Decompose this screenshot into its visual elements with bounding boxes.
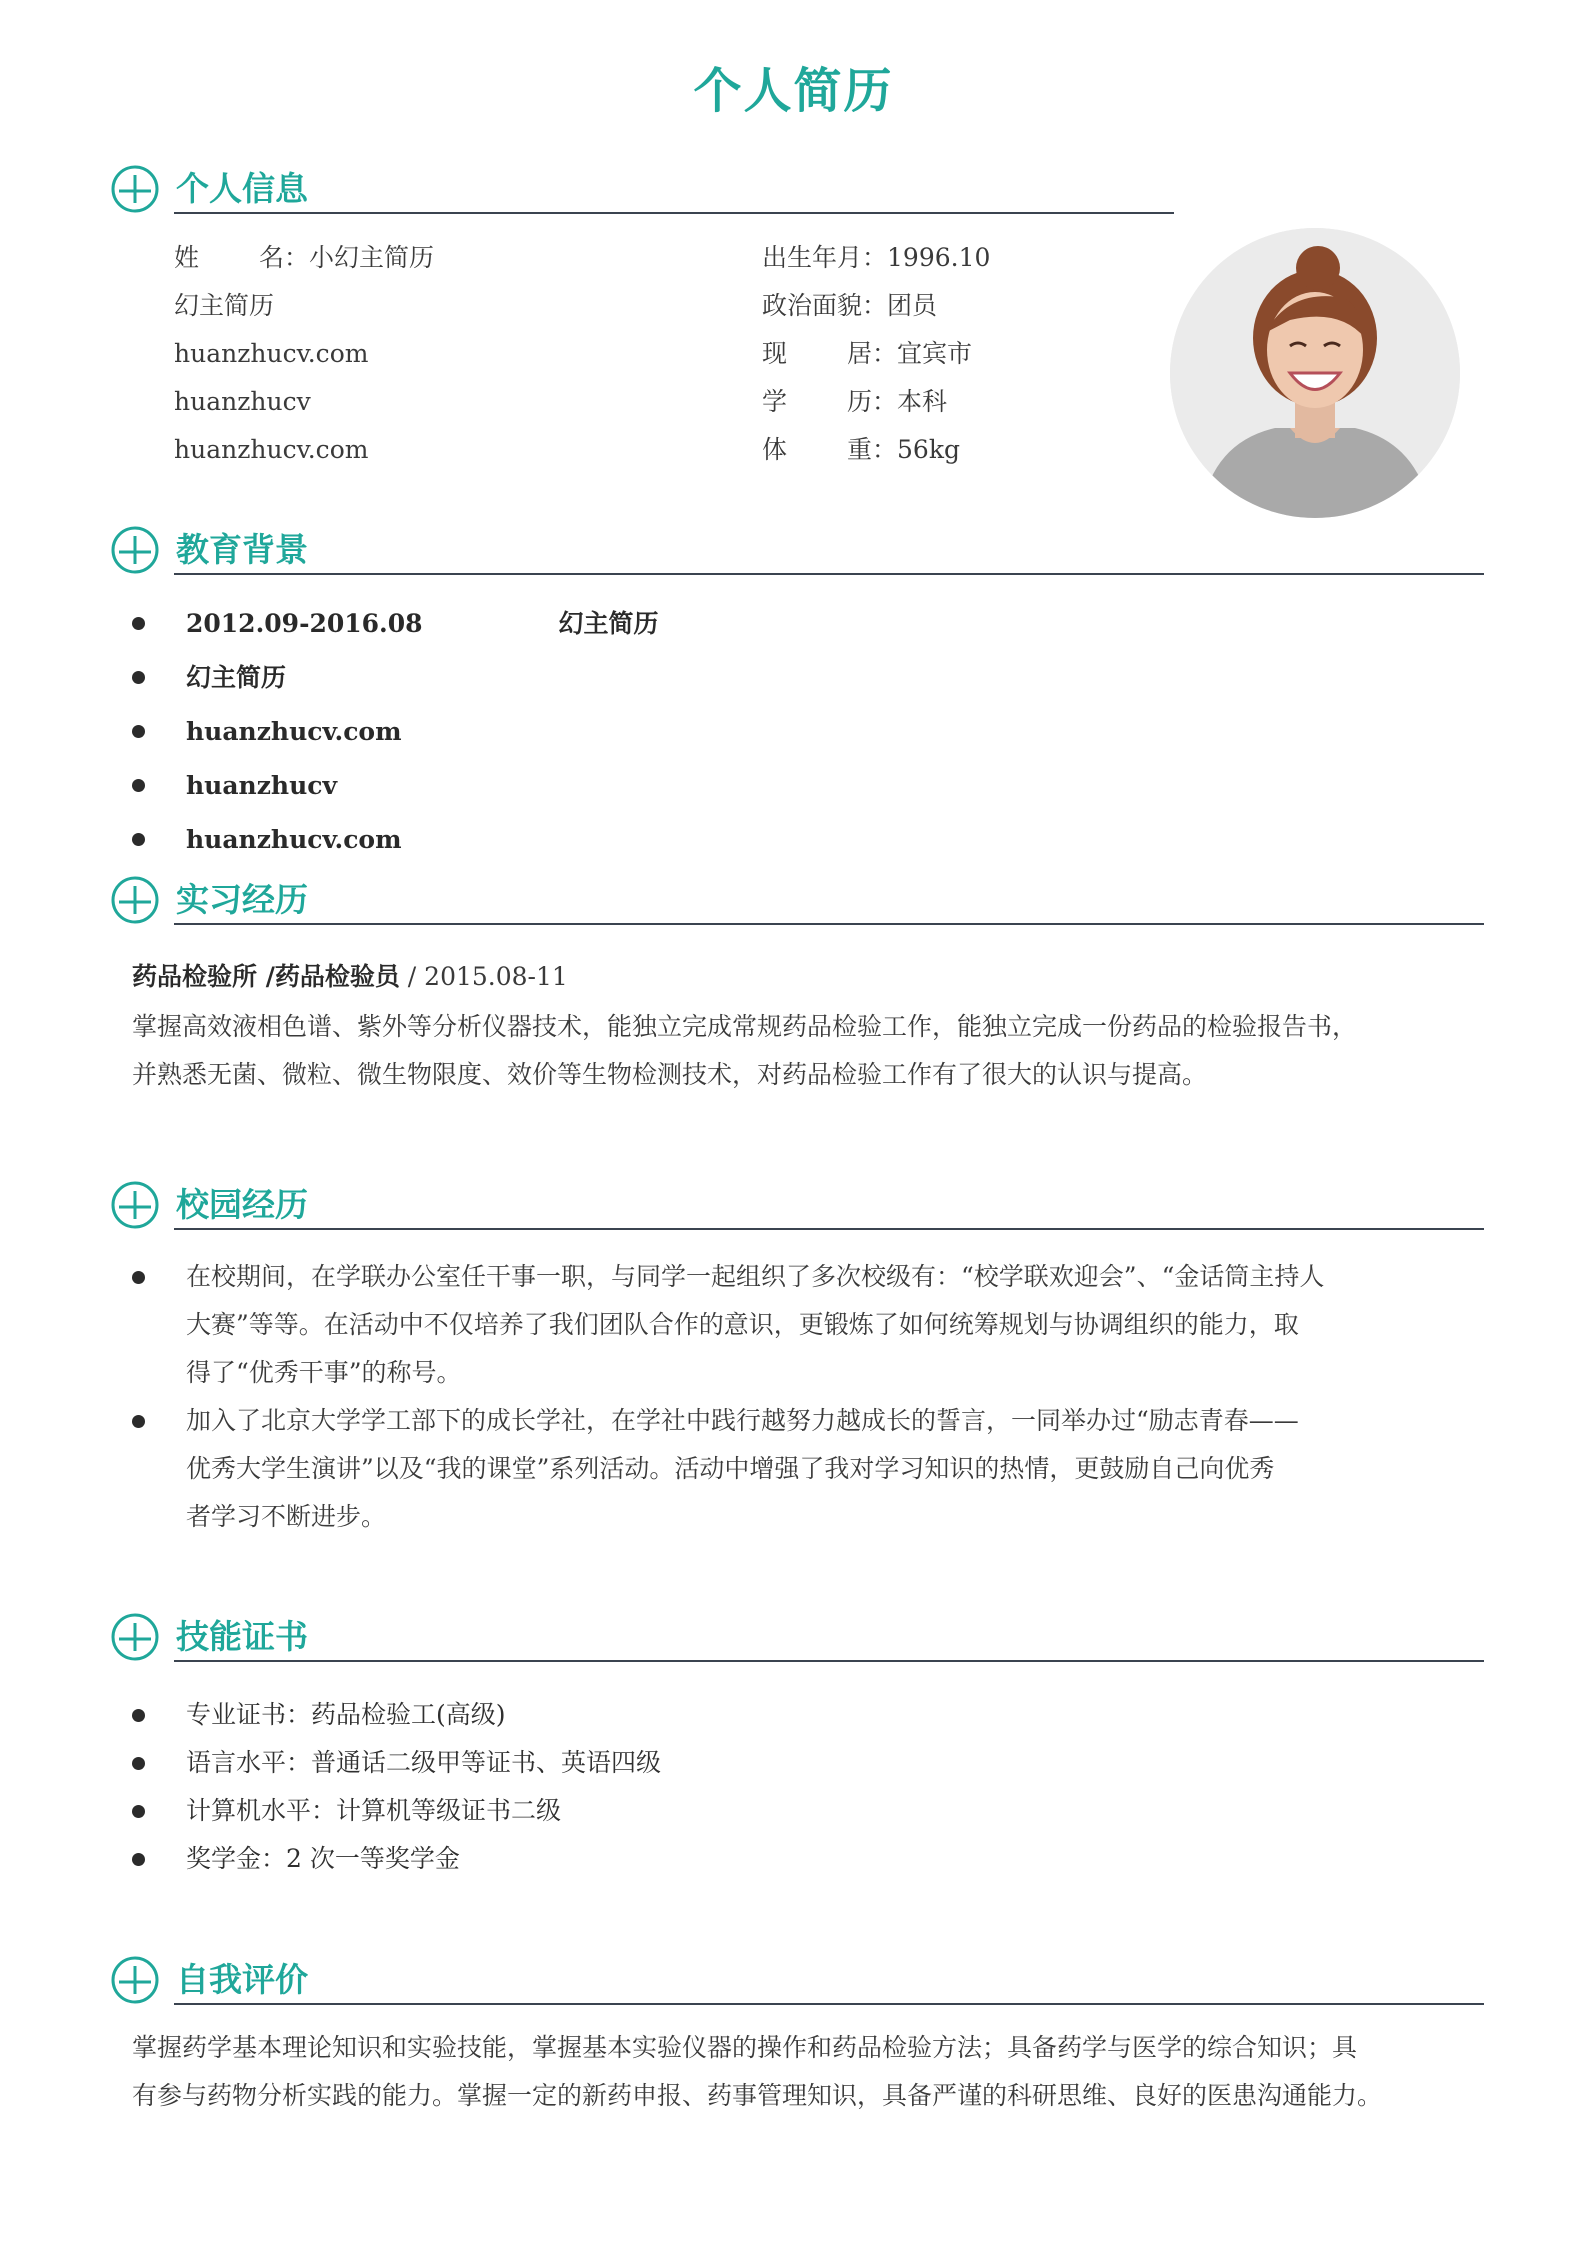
section-rule [174,212,1174,214]
bullet-dot [132,1271,145,1284]
info-birth-value: 1996.10 [887,243,991,272]
campus-item-2-line-1: 加入了北京大学学工部下的成长学社，在学社中践行越努力越成长的誓言，一同举办过“励志青春—— [186,1406,1299,1435]
bullet-dot [132,617,145,630]
internship-heading-row [132,960,568,994]
circle-plus-icon [110,1612,160,1662]
skill-item-4: 奖学金：2 次一等奖学金 [186,1844,460,1873]
section-title-internship: 实习经历 [176,880,308,919]
campus-item-2-line-2: 优秀大学生演讲”以及“我的课堂”系列活动。活动中增强了我对学习知识的热情，更鼓励自己向优秀 [186,1454,1275,1483]
self-evaluation [132,2024,1382,2120]
info-degree-label: 学历： [762,387,898,416]
bullet-dot [132,725,145,738]
section-title-info: 个人信息 [176,169,308,208]
bullet-dot [132,671,145,684]
internship-date: / 2015.08-11 [399,962,568,991]
bullet-dot [132,833,145,846]
info-residence-value: 宜宾市 [897,339,973,368]
circle-plus-icon [110,1180,160,1230]
circle-plus-icon [110,164,160,214]
section-title-education: 教育背景 [176,530,308,569]
section-title-skills: 技能证书 [176,1617,308,1656]
avatar-illustration [1170,228,1460,518]
campus-item-2-line-3: 者学习不断进步。 [186,1502,387,1531]
section-rule [174,923,1484,925]
bullet-dot [132,1709,145,1722]
info-weight-row [762,433,960,467]
info-name-label: 姓名： [174,243,310,272]
info-line-3: huanzhucv [174,387,311,416]
self-line-2: 有参与药物分析实践的能力。掌握一定的新药申报、药事管理知识，具备严谨的科研思维、良好的医患沟通能力。 [132,2081,1383,2110]
education-period-row [186,607,658,641]
info-birth-row [762,241,990,275]
campus-item-1-line-2: 大赛”等等。在活动中不仅培养了我们团队合作的意识，更锻炼了如何统筹规划与协调组织的能力，取 [186,1310,1299,1339]
section-title-self: 自我评价 [176,1960,308,1999]
campus-item-1 [186,1253,1324,1397]
page-title: 个人简历 [693,63,894,119]
info-politics-value: 团员 [887,291,938,320]
circle-plus-icon [110,525,160,575]
section-rule [174,573,1484,575]
skill-item-1: 专业证书：药品检验工(高级) [186,1700,506,1729]
info-politics-row [762,289,937,323]
education-school: 幻主简历 [558,609,659,638]
info-name-row [174,241,434,275]
section-rule [174,1660,1484,1662]
bullet-dot [132,1805,145,1818]
info-line-4: huanzhucv.com [174,435,369,464]
internship-heading: 药品检验所 /药品检验员 [132,962,400,991]
section-rule [174,1228,1484,1230]
circle-plus-icon [110,875,160,925]
info-birth-label: 出生年月： [762,243,888,272]
avatar [1170,228,1460,518]
bullet-dot [132,1853,145,1866]
internship-line-2: 并熟悉无菌、微粒、微生物限度、效价等生物检测技术，对药品检验工作有了很大的认识与提高。 [132,1060,1208,1089]
info-weight-value: 56kg [897,435,960,464]
section-rule [174,2003,1484,2005]
internship-description [132,1003,1357,1099]
info-weight-label: 体重： [762,435,898,464]
info-residence-label: 现居： [762,339,898,368]
info-line-1: 幻主简历 [174,291,275,320]
info-line-2: huanzhucv.com [174,339,369,368]
info-residence-row [762,337,972,371]
campus-item-1-line-1: 在校期间，在学联办公室任干事一职，与同学一起组织了多次校级有：“校学联欢迎会”、“金话筒主持人 [186,1262,1325,1291]
education-item-1: 幻主简历 [186,663,287,692]
self-line-1: 掌握药学基本理论知识和实验技能，掌握基本实验仪器的操作和药品检验方法；具备药学与医学的综合知识；具 [132,2033,1358,2062]
bullet-dot [132,1415,145,1428]
info-degree-value: 本科 [897,387,948,416]
bullet-dot [132,779,145,792]
education-item-4: huanzhucv.com [186,825,402,854]
campus-item-2 [186,1397,1299,1541]
circle-plus-icon [110,1955,160,2005]
education-item-2: huanzhucv.com [186,717,402,746]
info-degree-row [762,385,947,419]
bullet-dot [132,1757,145,1770]
education-period: 2012.09-2016.08 [186,609,423,638]
skill-item-2: 语言水平：普通话二级甲等证书、英语四级 [186,1748,662,1777]
section-title-campus: 校园经历 [176,1185,308,1224]
info-name-value: 小幻主简历 [309,243,435,272]
internship-line-1: 掌握高效液相色谱、紫外等分析仪器技术，能独立完成常规药品检验工作，能独立完成一份药品的检验报告书， [132,1012,1358,1041]
education-item-3: huanzhucv [186,771,338,800]
skill-item-3: 计算机水平：计算机等级证书二级 [186,1796,562,1825]
info-politics-label: 政治面貌： [762,291,888,320]
campus-item-1-line-3: 得了“优秀干事”的称号。 [186,1358,462,1387]
